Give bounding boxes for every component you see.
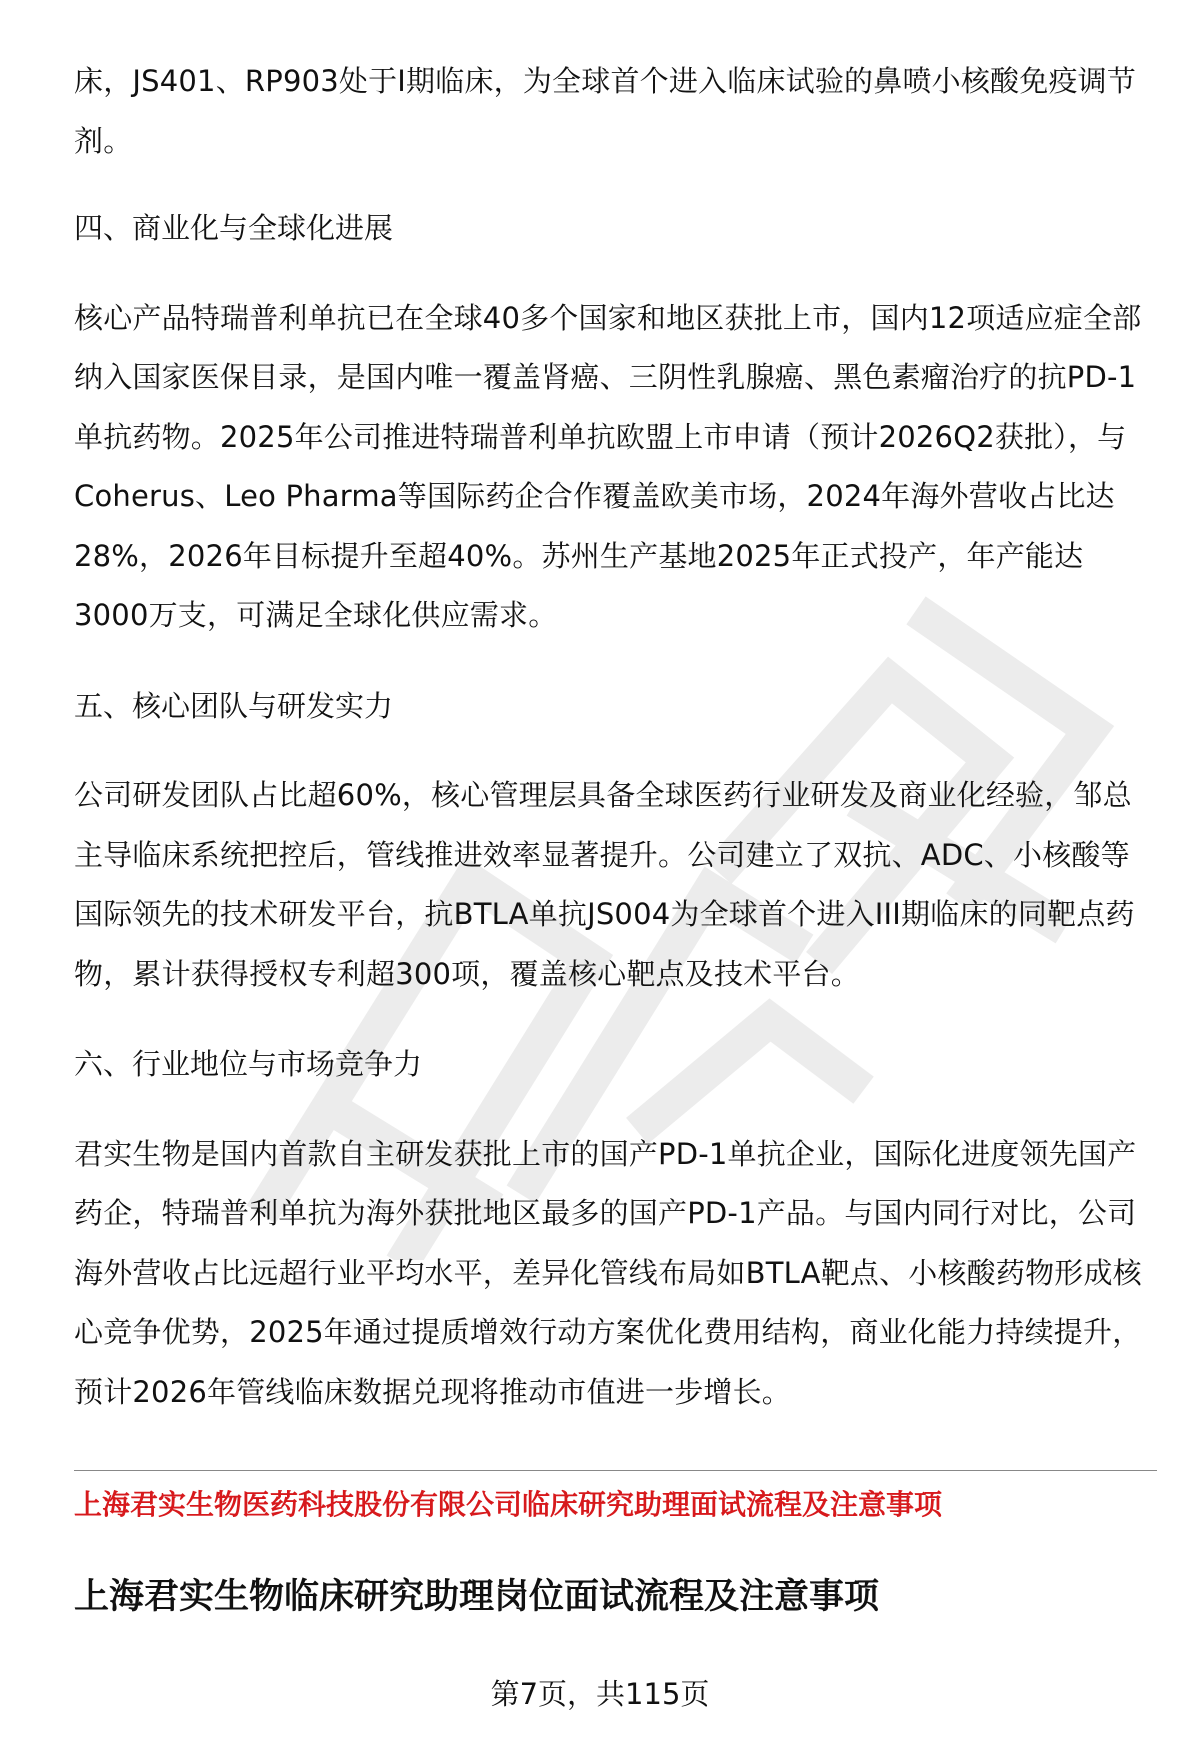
section-heading-team: 五、核心团队与研发实力 xyxy=(74,688,394,723)
document-body xyxy=(74,52,1154,1422)
section-heading-industry-position: 六、行业地位与市场竞争力 xyxy=(74,1047,423,1081)
red-section-title: 上海君实生物医药科技股份有限公司临床研究助理面试流程及注意事项 xyxy=(74,1488,943,1521)
section-heading-commercialization: 四、商业化与全球化进展 xyxy=(74,211,394,245)
paragraph-industry-position: 君实生物是国内首款自主研发获批上市的国产PD-1单抗企业，国际化进度领先国产药企，特瑞普利单抗为海外获批地区最多的国产PD-1产品。与国内同行对比，公司海外营收占比远超行业平均水平，差异化管线布局如BTLA靶点、小核酸药物形成核心竞争优势，2025年通过提质增效行动方案优化费用结构，商业化能力持续提升，预计2026年管线临床数据兑现将推动市值进一步增长。 xyxy=(74,1136,1142,1409)
interview-section-title: 上海君实生物临床研究助理岗位面试流程及注意事项 xyxy=(74,1577,880,1617)
page-number: 第7页，共115页 xyxy=(490,1677,710,1711)
section-divider xyxy=(74,1470,1157,1471)
paragraph-team: 公司研发团队占比超60%，核心管理层具备全球医药行业研发及商业化经验，邹总主导临床系统把控后，管线推进效率显著提升。公司建立了双抗、ADC、小核酸等国际领先的技术研发平台，抗BTLA单抗JS004为全球首个进入III期临床的同靶点药物，累计获得授权专利超300项，覆盖核心靶点及技术平台。 xyxy=(74,778,1135,991)
paragraph-pipeline-tail: 床，JS401、RP903处于I期临床，为全球首个进入临床试验的鼻喷小核酸免疫调节剂。 xyxy=(74,64,1137,158)
paragraph-commercialization: 核心产品特瑞普利单抗已在全球40多个国家和地区获批上市，国内12项适应症全部纳入国家医保目录，是国内唯一覆盖肾癌、三阴性乳腺癌、黑色素瘤治疗的抗PD-1单抗药物。2025年公司推进特瑞普利单抗欧盟上市申请（预计2026Q2获批），与Coherus、Leo Pharma等国际药企合作覆盖欧美市场，2024年海外营收占比达28%，2026年目标提升至超40%。苏州生产基地2025年正式投产，年产能达3000万支，可满足全球化供应需求。 xyxy=(74,300,1142,632)
